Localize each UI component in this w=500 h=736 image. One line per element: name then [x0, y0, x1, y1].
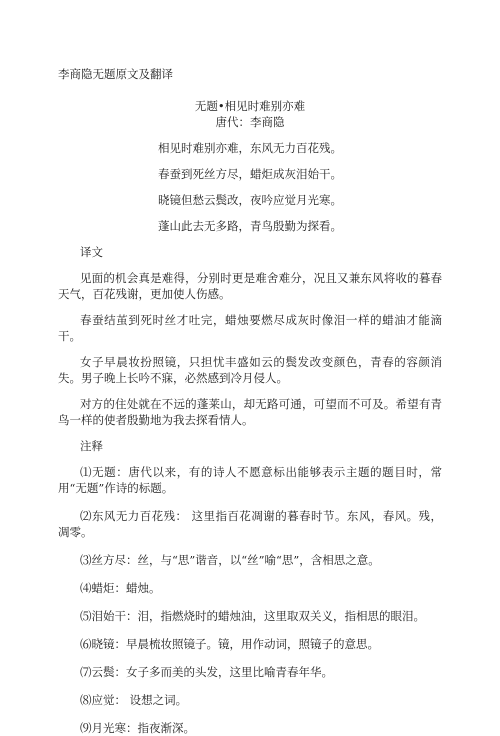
note-item: ⑴无题：唐代以来，有的诗人不愿意标出能够表示主题的题目时，常用“无题”作诗的标题。: [58, 465, 442, 495]
note-item: ⑹晓镜：早晨梳妆照镜子。镜，用作动词，照镜子的意思。: [80, 637, 379, 651]
poem-block: [58, 98, 442, 234]
translation-paragraph: 女子早晨妆扮照镜，只担忧丰盛如云的鬓发改变颜色，青春的容颜消失。男子晚上长吟不寐，必然感到冷月侵人。: [58, 355, 442, 385]
note-item: ⑺云鬓：女子多而美的头发，这里比喻青春年华。: [80, 665, 333, 679]
translation-paragraph: 见面的机会真是难得，分别时更是难舍难分，况且又兼东风将收的暮春天气，百花残谢，更加使人伤感。: [58, 271, 442, 301]
note-item: ⑷蜡炬：蜡烛。: [80, 581, 161, 595]
translation-paragraph: 对方的住处就在不远的蓬莱山，却无路可通，可望而不可及。希望有青鸟一样的使者殷勤地为我去探看情人。: [58, 397, 442, 427]
poem-line: 晓镜但愁云鬓改，夜吟应觉月光寒。: [158, 193, 342, 207]
translation-heading: 译文: [80, 245, 103, 259]
poem-line: 相见时难别亦难，东风无力百花残。: [158, 141, 342, 155]
poem-line: 蓬山此去无多路，青鸟殷勤为探看。: [158, 219, 342, 233]
note-item: ⑵东风无力百花残： 这里指百花凋谢的暮春时节。东风，春风。残， 凋零。: [58, 509, 442, 539]
poem-author: 唐代：李商隐: [215, 115, 285, 129]
poem-title: 无题•相见时难别亦难: [194, 99, 306, 113]
note-item: ⑸泪始干：泪，指燃烧时的蜡烛油，这里取双关义，指相思的眼泪。: [80, 609, 425, 623]
note-item: ⑼月光寒：指夜渐深。: [80, 721, 195, 735]
notes-heading: 注释: [80, 439, 103, 453]
document-title: 李商隐无题原文及翻译: [58, 67, 173, 81]
poem-line: 春蚕到死丝方尽，蜡炬成灰泪始干。: [158, 167, 342, 181]
note-item: ⑶丝方尽：丝，与“思”谐音，以“丝”喻“思”，含相思之意。: [80, 553, 380, 567]
note-item: ⑻应觉： 设想之词。: [80, 693, 188, 707]
translation-paragraph: 春蚕结茧到死时丝才吐完，蜡烛要燃尽成灰时像泪一样的蜡油才能滴干。: [58, 313, 442, 343]
